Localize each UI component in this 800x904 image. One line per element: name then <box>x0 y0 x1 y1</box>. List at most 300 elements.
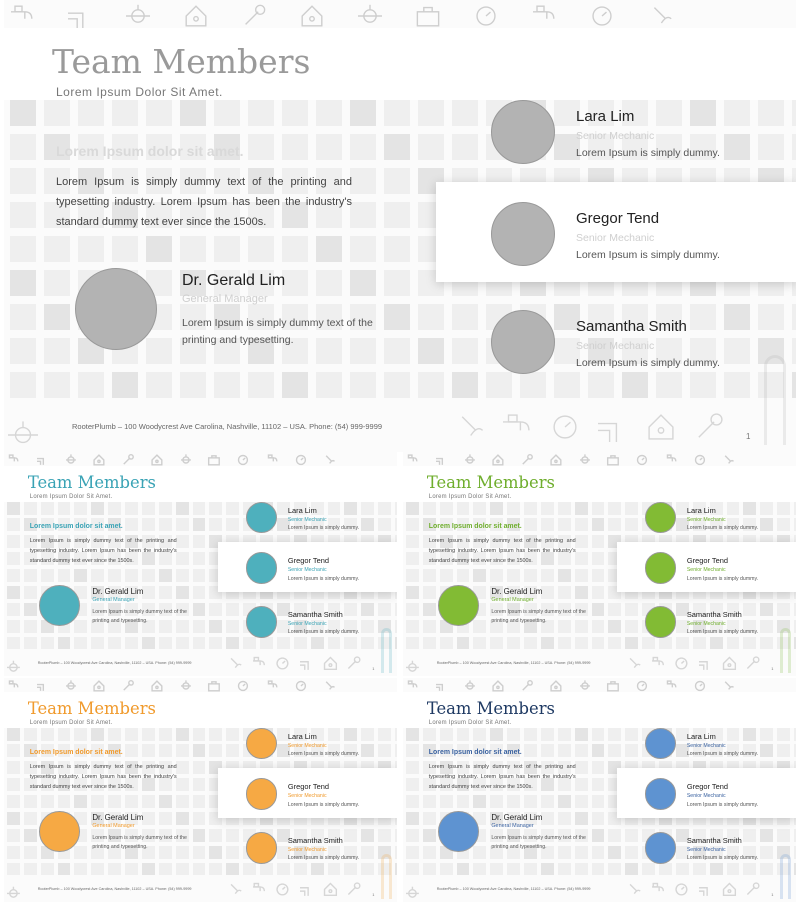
faucet-icon <box>250 655 267 672</box>
background-tile <box>592 586 605 599</box>
background-tile <box>406 744 419 757</box>
member-avatar <box>645 606 677 638</box>
page-title: Team Members <box>426 698 555 718</box>
slide-thumbnail-navy[interactable] <box>403 678 796 902</box>
house-icon <box>298 2 326 30</box>
background-tile <box>760 744 773 757</box>
background-tile <box>344 637 357 650</box>
plunger-icon <box>226 881 243 898</box>
background-tile <box>794 863 796 876</box>
background-tile <box>226 728 239 741</box>
background-tile <box>142 637 155 650</box>
background-tile <box>384 270 410 296</box>
background-tile <box>384 134 410 160</box>
background-tile <box>395 620 397 633</box>
pipe-icon <box>596 410 630 444</box>
background-tile <box>710 637 723 650</box>
background-tile <box>760 637 773 650</box>
manager-name: Dr. Gerald Lim <box>92 812 144 822</box>
member-description: Lorem Ipsum is simply dummy. <box>686 524 759 531</box>
background-tile <box>395 829 397 842</box>
wrench-icon <box>520 679 534 693</box>
background-tile <box>74 637 87 650</box>
background-tile <box>226 603 239 616</box>
background-tile <box>209 603 222 616</box>
background-tile <box>193 761 206 774</box>
background-tile <box>344 863 357 876</box>
background-tile <box>524 569 537 582</box>
background-tile <box>384 372 410 398</box>
page-number: 1 <box>771 892 774 898</box>
manager-avatar <box>438 811 479 852</box>
manager-description: Lorem Ipsum is simply dummy text of the printing and typesetting. <box>182 317 373 346</box>
background-tile <box>7 502 20 515</box>
background-tile <box>159 502 172 515</box>
slide-thumbnail-teal[interactable] <box>4 452 397 676</box>
background-tile <box>146 372 172 398</box>
background-tile <box>520 372 546 398</box>
background-tile <box>406 728 419 741</box>
background-tile <box>108 795 121 808</box>
background-tile <box>592 569 605 582</box>
background-tile <box>10 202 36 228</box>
member-role: Senior Mechanic <box>686 846 726 853</box>
background-tile <box>7 535 20 548</box>
footer-address: RooterPlumb – 100 Woodycrest Ave Carolina, Nashville, 11102 – USA. Phone: (54) 999-9999 <box>436 661 591 666</box>
plunger-icon <box>721 453 735 467</box>
member-description: Lorem Ipsum is simply dummy. <box>287 855 360 862</box>
manager-description: Lorem Ipsum is simply dummy text of the printing and typesetting. <box>92 609 187 624</box>
background-tile <box>395 846 397 859</box>
background-tile <box>724 304 750 330</box>
background-tile <box>507 569 520 582</box>
background-tile <box>524 637 537 650</box>
member-description: Lorem Ipsum is simply dummy. <box>576 249 720 261</box>
background-tile <box>440 863 453 876</box>
background-tile <box>541 863 554 876</box>
background-tile <box>608 620 621 633</box>
house-icon <box>721 881 738 898</box>
background-tile <box>176 744 189 757</box>
background-tile <box>457 863 470 876</box>
background-tile <box>193 502 206 515</box>
member-description: Lorem Ipsum is simply dummy. <box>287 750 360 757</box>
background-tile <box>44 236 70 262</box>
manager-name: Dr. Gerald Lim <box>491 586 543 596</box>
background-tile <box>378 728 391 741</box>
member-avatar <box>246 778 278 810</box>
background-tile <box>541 795 554 808</box>
background-tile <box>361 502 374 515</box>
background-tile <box>423 863 436 876</box>
background-tile <box>142 502 155 515</box>
background-tile <box>7 863 20 876</box>
background-tile <box>10 372 36 398</box>
house-icon <box>491 679 505 693</box>
background-tile <box>541 518 554 531</box>
member-description: Lorem Ipsum is simply dummy. <box>686 801 759 808</box>
background-tile <box>384 168 410 194</box>
background-tile <box>193 728 206 741</box>
background-tile <box>193 586 206 599</box>
background-tile <box>760 502 773 515</box>
page-subtitle: Lorem Ipsum Dolor Sit Amet. <box>428 720 512 727</box>
background-tile <box>7 744 20 757</box>
pipe-icon <box>66 2 94 30</box>
top-plumbing-icon-strip <box>405 679 735 693</box>
background-tile <box>608 863 621 876</box>
background-tile <box>727 502 740 515</box>
background-tile <box>108 728 121 741</box>
background-tile <box>41 863 54 876</box>
faucet-icon <box>265 453 279 467</box>
top-plumbing-icon-strip <box>8 2 674 30</box>
member-avatar <box>491 310 555 374</box>
background-tile <box>541 569 554 582</box>
background-tile <box>608 744 621 757</box>
pipe-icon <box>434 679 448 693</box>
plunger-icon <box>625 881 642 898</box>
manager-name: Dr. Gerald Lim <box>182 272 286 289</box>
background-tile <box>452 338 478 364</box>
background-tile <box>743 863 756 876</box>
background-tile <box>524 518 537 531</box>
member-description: Lorem Ipsum is simply dummy. <box>287 575 360 582</box>
background-tile <box>282 134 308 160</box>
member-role: Senior Mechanic <box>287 620 327 627</box>
background-tile <box>418 304 444 330</box>
background-tile <box>193 637 206 650</box>
background-tile <box>108 863 121 876</box>
page-number: 1 <box>372 666 375 672</box>
background-tile <box>10 270 36 296</box>
manager-avatar <box>438 585 479 626</box>
plunger-icon <box>452 410 486 444</box>
background-tile <box>146 236 172 262</box>
member-name: Lara Lim <box>287 731 317 741</box>
background-tile <box>777 728 790 741</box>
background-tile <box>541 728 554 741</box>
background-tile <box>656 372 682 398</box>
intro-heading: Lorem Ipsum dolor sit amet. <box>29 522 123 530</box>
background-tile <box>575 761 588 774</box>
background-tile <box>558 728 571 741</box>
background-tile <box>316 372 342 398</box>
wrench-icon <box>520 453 534 467</box>
background-tile <box>777 502 790 515</box>
background-tile <box>423 812 436 825</box>
background-tile <box>792 372 796 398</box>
background-tile <box>24 603 37 616</box>
background-tile <box>395 502 397 515</box>
member-role: Senior Mechanic <box>287 846 327 853</box>
member-description: Lorem Ipsum is simply dummy. <box>287 524 360 531</box>
background-tile <box>361 518 374 531</box>
background-tile <box>193 829 206 842</box>
background-tile <box>226 518 239 531</box>
background-tile <box>452 372 478 398</box>
manager-role: General Manager <box>92 823 135 830</box>
intro-heading: Lorem Ipsum dolor sit amet. <box>428 748 522 756</box>
background-tile <box>78 236 104 262</box>
background-tile <box>7 761 20 774</box>
slide-thumbnail-orange[interactable] <box>4 678 397 902</box>
slide-thumbnail-green[interactable] <box>403 452 796 676</box>
member-avatar <box>645 778 677 810</box>
background-tile <box>554 372 580 398</box>
member-name: Lara Lim <box>686 505 716 515</box>
background-tile <box>608 502 621 515</box>
member-avatar <box>645 832 677 864</box>
background-tile <box>406 863 419 876</box>
background-tile <box>108 637 121 650</box>
background-tile <box>176 569 189 582</box>
member-name: Gregor Tend <box>686 556 729 566</box>
background-tile <box>440 569 453 582</box>
background-tile <box>423 728 436 741</box>
background-tile <box>74 502 87 515</box>
member-avatar <box>246 606 278 638</box>
background-tile <box>328 502 341 515</box>
gauge-icon <box>588 2 616 30</box>
background-tile <box>423 846 436 859</box>
background-tile <box>724 338 750 364</box>
background-tile <box>592 761 605 774</box>
background-tile <box>316 236 342 262</box>
background-tile <box>727 863 740 876</box>
background-tile <box>592 552 605 565</box>
house-icon <box>549 453 563 467</box>
footer-address: RooterPlumb – 100 Woodycrest Ave Carolina, Nashville, 11102 – USA. Phone: (54) 999-9999 <box>37 661 192 666</box>
member-role: Senior Mechanic <box>686 742 726 749</box>
faucet-icon <box>405 453 419 467</box>
background-tile <box>361 620 374 633</box>
background-tile <box>473 637 486 650</box>
background-tile <box>558 569 571 582</box>
page-title: Team Members <box>27 698 156 718</box>
background-tile <box>24 586 37 599</box>
background-tile <box>659 863 672 876</box>
decorative-pipe <box>764 355 786 445</box>
background-tile <box>361 863 374 876</box>
house-icon <box>644 410 678 444</box>
toolbox-icon <box>414 2 442 30</box>
member-name: Samantha Smith <box>686 835 742 845</box>
background-tile <box>625 502 638 515</box>
background-tile <box>743 637 756 650</box>
background-tile <box>592 502 605 515</box>
background-tile <box>406 795 419 808</box>
background-tile <box>608 728 621 741</box>
background-tile <box>625 518 638 531</box>
background-tile <box>558 502 571 515</box>
background-tile <box>794 744 796 757</box>
valve-icon <box>463 453 477 467</box>
background-tile <box>361 637 374 650</box>
background-tile <box>316 270 342 296</box>
valve-icon <box>64 453 78 467</box>
member-name: Gregor Tend <box>686 782 729 792</box>
background-tile <box>125 728 138 741</box>
background-tile <box>656 100 682 126</box>
member-description: Lorem Ipsum is simply dummy. <box>287 801 360 808</box>
background-tile <box>108 569 121 582</box>
valve-icon <box>179 679 193 693</box>
background-tile <box>142 744 155 757</box>
gauge-icon <box>294 453 308 467</box>
background-tile <box>423 603 436 616</box>
slide-preview-gray[interactable] <box>4 0 796 452</box>
background-tile <box>378 829 391 842</box>
toolbox-icon <box>207 453 221 467</box>
page-number: 1 <box>372 892 375 898</box>
member-description: Lorem Ipsum is simply dummy. <box>686 750 759 757</box>
bottom-plumbing-icon-strip <box>452 410 726 444</box>
background-tile <box>24 728 37 741</box>
background-tile <box>24 502 37 515</box>
member-description: Lorem Ipsum is simply dummy. <box>576 357 720 369</box>
background-tile <box>622 372 648 398</box>
background-tile <box>159 795 172 808</box>
page-title: Team Members <box>27 472 156 492</box>
background-tile <box>58 637 71 650</box>
background-tile <box>226 846 239 859</box>
member-name: Gregor Tend <box>287 556 330 566</box>
background-tile <box>159 569 172 582</box>
background-tile <box>91 795 104 808</box>
background-tile <box>41 569 54 582</box>
gauge-icon <box>693 679 707 693</box>
background-tile <box>209 863 222 876</box>
house-icon <box>92 679 106 693</box>
background-tile <box>214 236 240 262</box>
faucet-icon <box>664 453 678 467</box>
background-tile <box>311 637 324 650</box>
background-tile <box>418 134 444 160</box>
background-tile <box>524 728 537 741</box>
background-tile <box>361 829 374 842</box>
background-tile <box>24 812 37 825</box>
background-tile <box>361 603 374 616</box>
bottom-plumbing-icon-strip <box>226 655 362 672</box>
member-description: Lorem Ipsum is simply dummy. <box>686 629 759 636</box>
background-tile <box>159 744 172 757</box>
background-tile <box>558 863 571 876</box>
background-tile <box>350 134 376 160</box>
background-tile <box>180 372 206 398</box>
background-tile <box>125 637 138 650</box>
member-description: Lorem Ipsum is simply dummy. <box>686 855 759 862</box>
background-tile <box>282 270 308 296</box>
background-tile <box>24 863 37 876</box>
background-tile <box>406 637 419 650</box>
background-tile <box>575 569 588 582</box>
footer-address: RooterPlumb – 100 Woodycrest Ave Carolina, Nashville, 11102 – USA. Phone: (54) 999-9999 <box>37 887 192 892</box>
decorative-pipe <box>780 854 791 899</box>
background-tile <box>125 863 138 876</box>
wrench-icon <box>692 410 726 444</box>
background-tile <box>344 603 357 616</box>
background-tile <box>350 202 376 228</box>
background-tile <box>226 863 239 876</box>
decorative-pipe <box>780 628 791 673</box>
background-tile <box>724 100 750 126</box>
page-subtitle: Lorem Ipsum Dolor Sit Amet. <box>29 494 113 501</box>
background-tile <box>193 795 206 808</box>
background-tile <box>209 846 222 859</box>
background-tile <box>693 863 706 876</box>
intro-heading: Lorem Ipsum dolor sit amet. <box>29 748 123 756</box>
background-tile <box>423 502 436 515</box>
background-tile <box>7 552 20 565</box>
gauge-icon <box>548 410 582 444</box>
background-tile <box>792 338 796 364</box>
background-tile <box>125 744 138 757</box>
background-tile <box>176 812 189 825</box>
intro-paragraph: Lorem Ipsum is simply dummy text of the printing and typesetting industry. Lorem Ipsum has been the industry's standard dummy text ever since the 1500s. <box>56 176 352 228</box>
background-tile <box>159 518 172 531</box>
background-tile <box>10 168 36 194</box>
background-tile <box>10 134 36 160</box>
background-tile <box>406 829 419 842</box>
background-tile <box>457 795 470 808</box>
background-tile <box>541 812 554 825</box>
background-tile <box>406 569 419 582</box>
manager-role: General Manager <box>92 597 135 604</box>
valve-icon <box>404 659 421 676</box>
background-tile <box>193 518 206 531</box>
gauge-icon <box>673 881 690 898</box>
member-role: Senior Mechanic <box>686 620 726 627</box>
bottom-plumbing-icon-strip <box>625 655 761 672</box>
background-tile <box>214 100 240 126</box>
plunger-icon <box>625 655 642 672</box>
member-avatar <box>645 552 677 584</box>
background-tile <box>142 863 155 876</box>
background-tile <box>575 778 588 791</box>
faucet-icon <box>664 679 678 693</box>
page-title: Team Members <box>426 472 555 492</box>
background-tile <box>541 744 554 757</box>
background-tile <box>7 846 20 859</box>
background-tile <box>418 100 444 126</box>
background-tile <box>74 569 87 582</box>
top-plumbing-icon-strip <box>6 453 336 467</box>
manager-name: Dr. Gerald Lim <box>92 586 144 596</box>
background-tile <box>406 812 419 825</box>
valve-icon <box>404 885 421 902</box>
plunger-icon <box>322 679 336 693</box>
plunger-icon <box>721 679 735 693</box>
background-tile <box>193 620 206 633</box>
member-role: Senior Mechanic <box>576 232 655 244</box>
background-tile <box>74 728 87 741</box>
background-tile <box>758 100 784 126</box>
background-tile <box>507 502 520 515</box>
member-avatar <box>246 832 278 864</box>
background-tile <box>159 728 172 741</box>
pipe-icon <box>35 679 49 693</box>
intro-paragraph: Lorem Ipsum is simply dummy text of the printing and typesetting industry. Lorem Ipsum has been the industry's standard dummy text ever since the 1500s. <box>29 538 177 565</box>
gauge-icon <box>274 881 291 898</box>
background-tile <box>7 728 20 741</box>
background-tile <box>625 620 638 633</box>
background-tile <box>41 728 54 741</box>
intro-paragraph: Lorem Ipsum is simply dummy text of the printing and typesetting industry. Lorem Ipsum has been the industry's standard dummy text ever since the 1500s. <box>428 764 576 791</box>
manager-description: Lorem Ipsum is simply dummy text of the printing and typesetting. <box>491 609 586 624</box>
background-tile <box>78 100 104 126</box>
intro-heading: Lorem Ipsum dolor sit amet. <box>428 522 522 530</box>
